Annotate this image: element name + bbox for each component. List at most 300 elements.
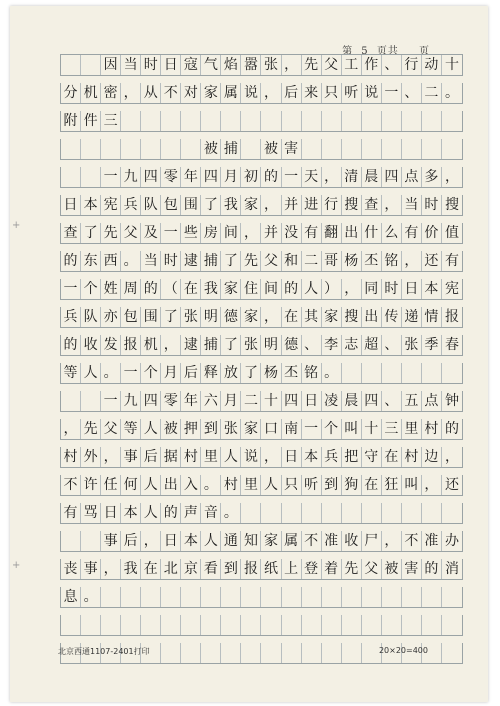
grid-cell: 属 <box>221 83 241 103</box>
grid-cell: ， <box>141 531 161 551</box>
grid-cell: 。 <box>444 85 459 101</box>
grid-cell: 边 <box>422 447 442 467</box>
grid-cell: 被 <box>382 559 402 579</box>
grid-cell: 时 <box>382 279 402 299</box>
grid-cell <box>382 111 402 131</box>
grid-cell <box>81 55 101 75</box>
grid-cell: 及 <box>141 223 161 243</box>
grid-cell: 不 <box>61 475 81 495</box>
grid-cell <box>362 363 382 383</box>
grid-cell: 逮 <box>181 251 201 271</box>
grid-cell: 先 <box>101 223 121 243</box>
grid-cell: 九 <box>121 391 141 411</box>
grid-cell: 月 <box>161 363 181 383</box>
grid-cell: 二 <box>422 83 442 103</box>
grid-cell: 后 <box>121 531 141 551</box>
grid-cell: 西 <box>101 251 121 271</box>
grid-cell <box>382 503 402 523</box>
grid-cell: ， <box>101 447 121 467</box>
grid-cell: 张 <box>402 335 422 355</box>
grid-cell: 的 <box>422 559 442 579</box>
grid-cell <box>302 615 322 635</box>
grid-cell <box>422 615 442 635</box>
grid-cell: 分 <box>61 83 81 103</box>
grid-row <box>60 307 463 328</box>
grid-cell: 不 <box>161 83 181 103</box>
grid-cell <box>161 111 181 131</box>
grid-row <box>60 335 463 356</box>
grid-cell: ， <box>382 195 402 215</box>
grid-cell: 姓 <box>101 279 121 299</box>
grid-cell: 天 <box>302 167 322 187</box>
grid-cell <box>121 111 141 131</box>
grid-cell: 张 <box>241 335 261 355</box>
grid-cell <box>362 503 382 523</box>
grid-cell: 听 <box>342 83 362 103</box>
grid-cell <box>61 531 81 551</box>
grid-row <box>60 615 463 636</box>
grid-cell: 季 <box>422 335 442 355</box>
grid-cell: 守 <box>362 447 382 467</box>
grid-cell: 北 <box>161 559 181 579</box>
grid-cell: 密 <box>101 83 121 103</box>
grid-cell: 九 <box>121 167 141 187</box>
grid-cell: 铭 <box>382 251 402 271</box>
grid-cell: 押 <box>181 419 201 439</box>
grid-cell: 气 <box>201 55 221 75</box>
grid-cell: 听 <box>302 475 322 495</box>
grid-cell: 人 <box>261 475 281 495</box>
grid-cell <box>81 167 101 187</box>
grid-cell: 、 <box>382 335 402 355</box>
grid-cell <box>141 111 161 131</box>
grid-cell: 围 <box>181 195 201 215</box>
grid-cell <box>362 615 382 635</box>
grid-cell: 三 <box>101 111 121 131</box>
grid-cell: 四 <box>382 167 402 187</box>
grid-cell: 同 <box>362 279 382 299</box>
grid-cell: 的 <box>61 251 81 271</box>
grid-cell: 父 <box>101 419 121 439</box>
grid-cell: 说 <box>241 447 261 467</box>
grid-cell: 把 <box>342 447 362 467</box>
manuscript-grid <box>60 54 463 671</box>
grid-cell: 的 <box>141 279 161 299</box>
grid-cell: 不 <box>402 531 422 551</box>
grid-cell: 后 <box>141 447 161 467</box>
grid-cell: 附 <box>61 111 81 131</box>
grid-cell: 害 <box>282 139 302 159</box>
grid-cell: 春 <box>444 337 459 353</box>
grid-cell: 后 <box>282 83 302 103</box>
grid-cell: 间 <box>221 223 241 243</box>
grid-cell: ， <box>121 83 141 103</box>
grid-row <box>60 587 463 608</box>
grid-cell <box>261 503 281 523</box>
grid-cell: 报 <box>121 335 141 355</box>
grid-cell: 兵 <box>121 195 141 215</box>
grid-cell: 家 <box>241 195 261 215</box>
grid-row <box>60 447 463 468</box>
grid-cell: 零 <box>161 167 181 187</box>
grid-cell <box>302 643 322 663</box>
grid-cell: 我 <box>201 279 221 299</box>
grid-cell <box>422 503 442 523</box>
page-label: 页共 <box>376 46 399 57</box>
grid-cell: 住 <box>241 279 261 299</box>
grid-cell: ， <box>261 195 281 215</box>
grid-cell: 丧 <box>61 559 81 579</box>
grid-cell <box>201 615 221 635</box>
grid-cell: ， <box>261 307 281 327</box>
grid-cell: 还 <box>444 477 459 493</box>
grid-cell: 叫 <box>402 475 422 495</box>
grid-cell: 本 <box>302 447 322 467</box>
grid-cell: 寇 <box>181 55 201 75</box>
grid-cell: 四 <box>282 391 302 411</box>
grid-cell: 我 <box>121 559 141 579</box>
grid-cell: 搜 <box>342 195 362 215</box>
grid-cell: 宪 <box>101 195 121 215</box>
grid-cell: 捕 <box>201 251 221 271</box>
grid-cell: 报 <box>241 559 261 579</box>
grid-cell <box>302 503 322 523</box>
grid-cell: 二 <box>241 391 261 411</box>
grid-cell: 出 <box>362 307 382 327</box>
grid-cell: 情 <box>422 307 442 327</box>
grid-cell: 月 <box>221 167 241 187</box>
grid-cell: 行 <box>402 55 422 75</box>
grid-cell <box>442 615 462 635</box>
grid-cell <box>101 587 121 607</box>
grid-cell: 的 <box>61 335 81 355</box>
grid-cell: 人 <box>81 363 101 383</box>
grid-cell: 二 <box>302 251 322 271</box>
grid-cell: 放 <box>221 363 241 383</box>
grid-cell: 事 <box>121 447 141 467</box>
grid-cell <box>81 531 101 551</box>
grid-cell: 的 <box>161 503 181 523</box>
grid-cell: 丕 <box>362 251 382 271</box>
grid-cell: 因 <box>101 55 121 75</box>
grid-cell <box>402 139 422 159</box>
grid-cell: 害 <box>402 559 422 579</box>
grid-cell <box>181 587 201 607</box>
grid-cell: 搜 <box>444 197 459 213</box>
grid-cell: ， <box>241 223 261 243</box>
grid-cell <box>322 615 342 635</box>
grid-cell: 个 <box>322 419 342 439</box>
grid-cell <box>302 111 322 131</box>
grid-cell <box>201 111 221 131</box>
grid-cell: 音 <box>201 503 221 523</box>
grid-cell: 月 <box>221 391 241 411</box>
grid-cell <box>61 615 81 635</box>
grid-cell: 日 <box>402 279 422 299</box>
grid-cell: 查 <box>362 195 382 215</box>
grid-cell: 围 <box>141 307 161 327</box>
grid-cell: ， <box>342 279 362 299</box>
grid-cell: 何 <box>121 475 141 495</box>
grid-cell: 李 <box>322 335 342 355</box>
grid-cell: 。 <box>81 587 101 607</box>
grid-cell <box>241 587 261 607</box>
grid-cell: 、 <box>382 391 402 411</box>
grid-cell <box>402 587 422 607</box>
grid-cell: 说 <box>241 83 261 103</box>
grid-cell: ， <box>422 475 442 495</box>
grid-cell: 只 <box>322 83 342 103</box>
grid-cell: 四 <box>141 391 161 411</box>
grid-cell: 的 <box>261 167 281 187</box>
grid-cell: 嚣 <box>241 55 261 75</box>
grid-cell: 没 <box>282 223 302 243</box>
grid-cell <box>181 643 201 663</box>
grid-cell: 逮 <box>181 335 201 355</box>
grid-cell: 村 <box>181 447 201 467</box>
grid-cell: 点 <box>422 391 442 411</box>
grid-cell: 明 <box>201 307 221 327</box>
grid-cell <box>342 111 362 131</box>
grid-cell: 在 <box>181 279 201 299</box>
grid-cell: ， <box>282 55 302 75</box>
grid-cell: 兵 <box>61 307 81 327</box>
grid-cell <box>362 111 382 131</box>
page-number: 5 <box>361 46 369 57</box>
grid-cell <box>342 587 362 607</box>
grid-cell: 时 <box>141 55 161 75</box>
grid-cell: 十 <box>261 391 281 411</box>
grid-cell: 并 <box>282 195 302 215</box>
grid-cell: 张 <box>221 419 241 439</box>
manuscript-sheet <box>10 6 488 702</box>
grid-cell: 到 <box>221 559 241 579</box>
grid-cell: 么 <box>382 223 402 243</box>
grid-cell: 释 <box>201 363 221 383</box>
grid-row <box>60 279 463 300</box>
grid-cell: 张 <box>181 307 201 327</box>
grid-cell: 本 <box>121 503 141 523</box>
grid-row <box>60 363 463 384</box>
grid-cell: 的 <box>282 279 302 299</box>
grid-cell: 队 <box>81 307 101 327</box>
grid-cell: 些 <box>181 223 201 243</box>
grid-cell: ， <box>61 419 81 439</box>
grid-cell: 出 <box>161 475 181 495</box>
grid-cell: 张 <box>261 55 281 75</box>
grid-cell: 一 <box>121 363 141 383</box>
grid-cell: 杨 <box>342 251 362 271</box>
grid-cell: 动 <box>422 55 442 75</box>
grid-row <box>60 139 463 160</box>
grid-cell <box>161 587 181 607</box>
grid-cell: 、 <box>302 335 322 355</box>
grid-cell: ， <box>322 167 342 187</box>
grid-cell: 个 <box>81 279 101 299</box>
grid-cell: 一 <box>161 223 181 243</box>
grid-cell: 口 <box>261 419 281 439</box>
grid-cell: 四 <box>362 391 382 411</box>
grid-cell <box>422 587 442 607</box>
grid-cell: 被 <box>261 139 281 159</box>
grid-cell: 属 <box>282 531 302 551</box>
grid-cell: ） <box>322 279 342 299</box>
grid-cell <box>282 587 302 607</box>
grid-cell: 年 <box>181 391 201 411</box>
grid-cell: 纸 <box>261 559 281 579</box>
grid-cell: 铭 <box>302 363 322 383</box>
total-label: 页 <box>419 46 430 57</box>
grid-cell: 机 <box>81 83 101 103</box>
grid-cell: 一 <box>61 279 81 299</box>
grid-cell <box>382 139 402 159</box>
grid-cell <box>241 643 261 663</box>
grid-cell: 南 <box>282 419 302 439</box>
grid-cell: 十 <box>444 57 459 73</box>
grid-cell: 知 <box>241 531 261 551</box>
grid-row <box>60 111 463 132</box>
grid-cell: 时 <box>161 251 181 271</box>
grid-cell: 先 <box>342 559 362 579</box>
grid-cell: 当 <box>141 251 161 271</box>
grid-cell: 杨 <box>261 363 281 383</box>
grid-cell <box>261 111 281 131</box>
grid-cell: 东 <box>81 251 101 271</box>
grid-cell: 十 <box>362 419 382 439</box>
grid-cell: 外 <box>81 447 101 467</box>
grid-cell: 被 <box>201 139 221 159</box>
grid-cell: 等 <box>121 419 141 439</box>
grid-cell: 超 <box>362 335 382 355</box>
grid-cell: 一 <box>282 167 302 187</box>
grid-cell: 队 <box>141 195 161 215</box>
grid-cell: 捕 <box>221 139 241 159</box>
grid-cell: 兵 <box>322 447 342 467</box>
grid-cell: 家 <box>322 307 342 327</box>
grid-cell: 看 <box>201 559 221 579</box>
grid-cell: 对 <box>181 83 201 103</box>
grid-row <box>60 503 463 524</box>
grid-row <box>60 475 463 496</box>
grid-cell <box>402 503 422 523</box>
grid-cell <box>261 587 281 607</box>
grid-cell <box>141 139 161 159</box>
grid-cell: 村 <box>422 419 442 439</box>
grid-cell <box>422 111 442 131</box>
grid-cell: 父 <box>261 251 281 271</box>
grid-cell: 在 <box>282 307 302 327</box>
grid-cell: 。 <box>221 503 241 523</box>
grid-cell: 只 <box>282 475 302 495</box>
grid-cell <box>221 615 241 635</box>
grid-cell: 五 <box>402 391 422 411</box>
grid-cell: 尸 <box>362 531 382 551</box>
grid-cell: 晨 <box>342 391 362 411</box>
grid-size-footer: 20×20=400 <box>378 646 428 655</box>
grid-cell: 丕 <box>282 363 302 383</box>
grid-cell <box>362 587 382 607</box>
grid-cell: 骂 <box>81 503 101 523</box>
grid-row <box>60 195 463 216</box>
grid-cell: 家 <box>241 307 261 327</box>
grid-cell <box>121 587 141 607</box>
grid-cell <box>382 363 402 383</box>
grid-cell: 德 <box>221 307 241 327</box>
grid-cell: 。 <box>121 251 141 271</box>
grid-cell: 有 <box>61 503 81 523</box>
grid-cell <box>342 139 362 159</box>
grid-row <box>60 391 463 412</box>
grid-cell: 事 <box>101 531 121 551</box>
grid-cell: 许 <box>81 475 101 495</box>
grid-cell: 了 <box>81 223 101 243</box>
grid-cell: 一 <box>302 419 322 439</box>
grid-cell <box>181 615 201 635</box>
grid-cell: 在 <box>141 559 161 579</box>
grid-cell: 人 <box>201 531 221 551</box>
grid-cell: 出 <box>342 223 362 243</box>
grid-cell: 本 <box>181 531 201 551</box>
grid-cell <box>322 139 342 159</box>
grid-cell <box>141 587 161 607</box>
grid-cell: 年 <box>181 167 201 187</box>
grid-row <box>60 419 463 440</box>
grid-cell: 焰 <box>221 55 241 75</box>
grid-cell <box>241 615 261 635</box>
grid-cell: 其 <box>302 307 322 327</box>
grid-cell <box>241 139 261 159</box>
grid-cell <box>61 139 81 159</box>
grid-cell: 我 <box>221 195 241 215</box>
grid-cell <box>221 587 241 607</box>
grid-cell: 。 <box>101 363 121 383</box>
grid-cell: 人 <box>141 419 161 439</box>
grid-cell: 点 <box>402 167 422 187</box>
grid-cell: 本 <box>81 195 101 215</box>
page-prefix: 第 <box>342 46 354 57</box>
grid-cell: 、 <box>402 83 422 103</box>
grid-cell: 和 <box>282 251 302 271</box>
grid-cell: 先 <box>302 55 322 75</box>
grid-cell <box>261 643 281 663</box>
grid-cell: 到 <box>201 419 221 439</box>
grid-cell: ， <box>444 169 459 185</box>
grid-cell: 先 <box>241 251 261 271</box>
grid-cell <box>181 139 201 159</box>
grid-cell: 哥 <box>322 251 342 271</box>
grid-cell: 周 <box>121 279 141 299</box>
grid-cell: 查 <box>61 223 81 243</box>
grid-cell <box>442 363 462 383</box>
grid-cell: 时 <box>422 195 442 215</box>
grid-cell: 村 <box>221 475 241 495</box>
grid-cell <box>201 587 221 607</box>
grid-cell: ， <box>382 531 402 551</box>
grid-cell <box>282 503 302 523</box>
grid-cell: 通 <box>221 531 241 551</box>
grid-cell: 在 <box>362 475 382 495</box>
grid-cell: 息 <box>61 587 81 607</box>
grid-cell: 房 <box>201 223 221 243</box>
grid-cell: 入 <box>181 475 201 495</box>
grid-cell: 递 <box>402 307 422 327</box>
grid-cell: 日 <box>61 195 81 215</box>
grid-cell <box>282 615 302 635</box>
grid-cell <box>322 503 342 523</box>
grid-cell: 宪 <box>444 281 459 297</box>
grid-cell: 到 <box>322 475 342 495</box>
grid-cell: 明 <box>261 335 281 355</box>
